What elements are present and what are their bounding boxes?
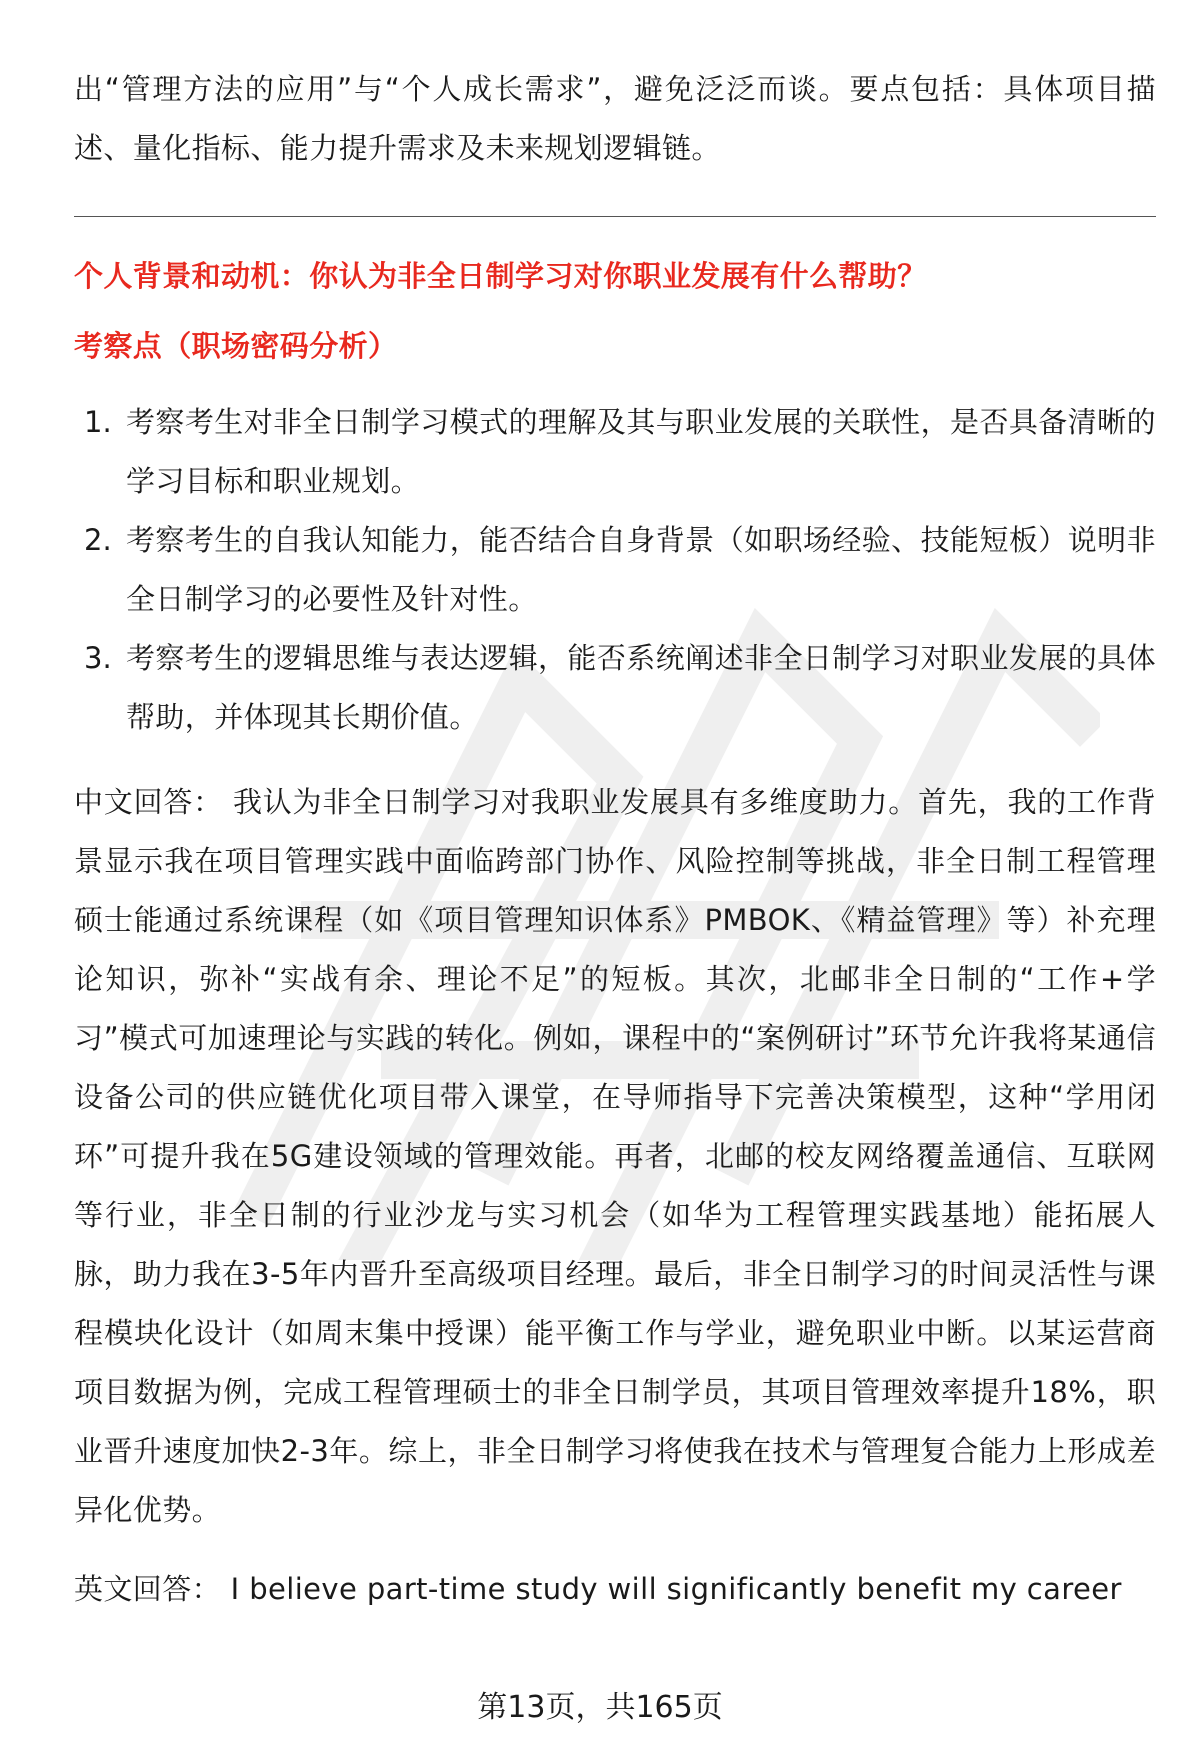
intro-paragraph: 出“管理方法的应用”与“个人成长需求”，避免泛泛而谈。要点包括：具体项目描述、量化指标、能力提升需求及未来规划逻辑链。 (74, 72, 1156, 165)
question-title: 个人背景和动机：你认为非全日制学习对你职业发展有什么帮助？ (74, 259, 927, 293)
chinese-answer-text: 我认为非全日制学习对我职业发展具有多维度助力。首先，我的工作背景显示我在项目管理实践中面临跨部门协作、风险控制等挑战，非全日制工程管理硕士能通过系统课程（如《项目管理知识体系》PMBOK、《精益管理》等）补充理论知识，弥补“实战有余、理论不足”的短板。其次，北邮非全日制的“工作+学习”模式可加速理论与实践的转化。例如，课程中的“案例研讨”环节允许我将某通信设备公司的供应链优化项目带入课堂，在导师指导下完善决策模型，这种“学用闭环”可提升我在5G建设领域的管理效能。再者，北邮的校友网络覆盖通信、互联网等行业，非全日制的行业沙龙与实习机会（如华为工程管理实践基地）能拓展人脉，助力我在3-5年内晋升至高级项目经理。最后，非全日制学习的时间灵活性与课程模块化设计（如周末集中授课）能平衡工作与学业，避免职业中断。以某运营商项目数据为例，完成工程管理硕士的非全日制学员，其项目管理效率提升18%，职业晋升速度加快2-3年。综上，非全日制学习将使我在技术与管理复合能力上形成差异化优势。 (74, 785, 1156, 1527)
point-text: 考察考生的自我认知能力，能否结合自身背景（如职场经验、技能短板）说明非全日制学习的必要性及针对性。 (126, 523, 1156, 616)
assessment-point (74, 393, 1156, 511)
chinese-answer-label: 中文回答： (74, 785, 223, 819)
point-number: 2. (84, 523, 112, 557)
page-footer: 第13页，共165页 (477, 1690, 723, 1725)
assessment-point (74, 629, 1156, 747)
document-content (74, 60, 1156, 1619)
assessment-point (74, 511, 1156, 629)
point-text: 考察考生的逻辑思维与表达逻辑，能否系统阐述非全日制学习对职业发展的具体帮助，并体现其长期价值。 (126, 641, 1156, 734)
point-number: 1. (84, 405, 112, 439)
question-subtitle: 考察点（职场密码分析） (74, 329, 398, 363)
point-number: 3. (84, 641, 112, 675)
english-answer-text: I believe part-time study will significantly benefit my career (230, 1572, 1122, 1606)
assessment-points-list (74, 393, 1156, 747)
chinese-answer (74, 773, 1156, 1540)
point-text: 考察考生对非全日制学习模式的理解及其与职业发展的关联性，是否具备清晰的学习目标和职业规划。 (126, 405, 1156, 498)
section-divider (74, 216, 1156, 217)
english-answer-label: 英文回答： (74, 1572, 222, 1606)
english-answer (74, 1560, 1156, 1619)
